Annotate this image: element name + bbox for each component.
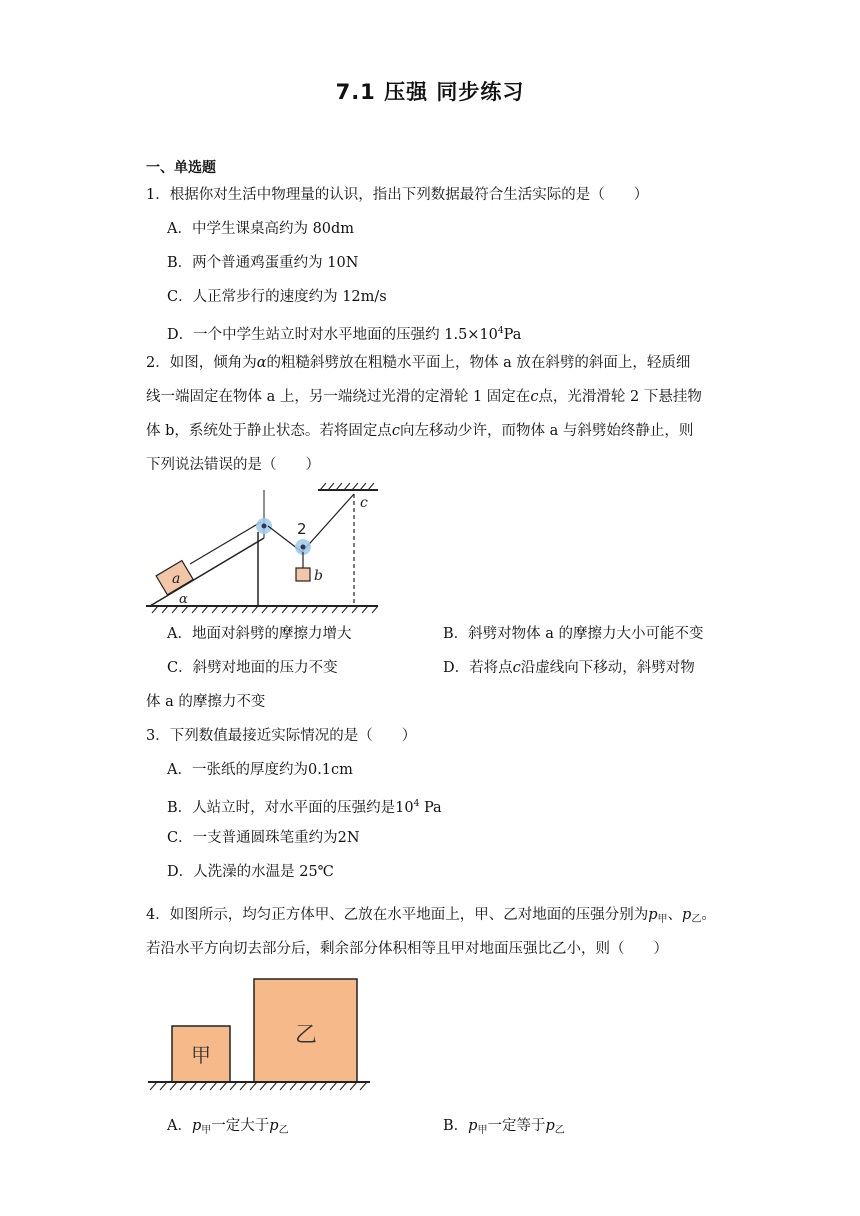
- q3-option-b: B．人站立时，对水平面的压强约是$10^4$ Pa: [167, 799, 442, 816]
- pulley1-axle: [262, 524, 267, 529]
- q1-option-c: C．人正常步行的速度约为 12m/s: [167, 289, 387, 305]
- q4-option-b: B．$p_甲$一定等于$p_乙$: [443, 1118, 565, 1136]
- q2-stem-line1: 2．如图，倾角为α的粗糙斜劈放在粗糙水平面上，物体 a 放在斜劈的斜面上，轻质细: [146, 355, 691, 371]
- string-a-pulley1: [190, 522, 261, 564]
- q4-figure: [146, 974, 376, 1094]
- q2-option-d: D．若将点c沿虚线向下移动，斜劈对物: [443, 660, 695, 676]
- label-alpha: α: [179, 592, 188, 607]
- q1-option-b: B．两个普通鸡蛋重约为 10N: [167, 255, 359, 271]
- pulley2-axle: [301, 545, 306, 550]
- q2-stem-line4: 下列说法错误的是（ ）: [146, 457, 320, 473]
- label-c: c: [360, 495, 368, 511]
- label-yi: 乙: [294, 1023, 318, 1048]
- q2-option-a: A．地面对斜劈的摩擦力增大: [167, 626, 352, 642]
- q2-stem-line2: 线一端固定在物体 a 上，另一端绕过光滑的定滑轮 1 固定在c点，光滑滑轮 2 下悬挂物: [146, 389, 702, 405]
- q2-option-b: B．斜劈对物体 a 的摩擦力大小可能不变: [443, 626, 704, 642]
- label-jia: 甲: [191, 1043, 211, 1067]
- section-title: 一、单选题: [146, 160, 216, 176]
- q2-figure: [146, 482, 382, 614]
- q1-stem: 1．根据你对生活中物理量的认识，指出下列数据最符合生活实际的是（ ）: [146, 187, 649, 203]
- q1-option-d: D．一个中学生站立时对水平地面的压强约 $1.5\times 10^4Pa$: [167, 326, 522, 343]
- q3-option-a: A．一张纸的厚度约为0.1cm: [167, 762, 353, 778]
- q3-option-d: D．人洗澡的水温是 25℃: [167, 864, 334, 880]
- q4-stem-line1: 4．如图所示，均匀正方体甲、乙放在水平地面上，甲、乙对地面的压强分别为$p_甲$、$p_乙$。: [146, 907, 716, 925]
- block-b: [296, 568, 310, 581]
- q2-stem-line3: 体 b，系统处于静止状态。若将固定点c向左移动少许，而物体 a 与斜劈始终静止，则: [146, 423, 694, 439]
- q1-option-a: A．中学生课桌高约为 80dm: [167, 221, 355, 237]
- label-pulley2: 2: [297, 520, 307, 538]
- q2-option-c: C．斜劈对地面的压力不变: [167, 660, 338, 676]
- q3-stem: 3．下列数值最接近实际情况的是（ ）: [146, 728, 417, 744]
- label-b: b: [314, 568, 323, 584]
- label-a: a: [172, 571, 181, 587]
- q4-stem-line2: 若沿水平方向切去部分后，剩余部分体积相等且甲对地面压强比乙小，则（ ）: [146, 941, 668, 957]
- page-title: 7.1 压强 同步练习: [335, 80, 525, 104]
- q2-option-d-continued: 体 a 的摩擦力不变: [146, 694, 266, 710]
- string-pulley-c: [268, 494, 354, 552]
- q4-option-a: A．$p_甲$一定大于$p_乙$: [167, 1118, 289, 1136]
- q3-option-c: C．一支普通圆珠笔重约为2N: [167, 830, 360, 846]
